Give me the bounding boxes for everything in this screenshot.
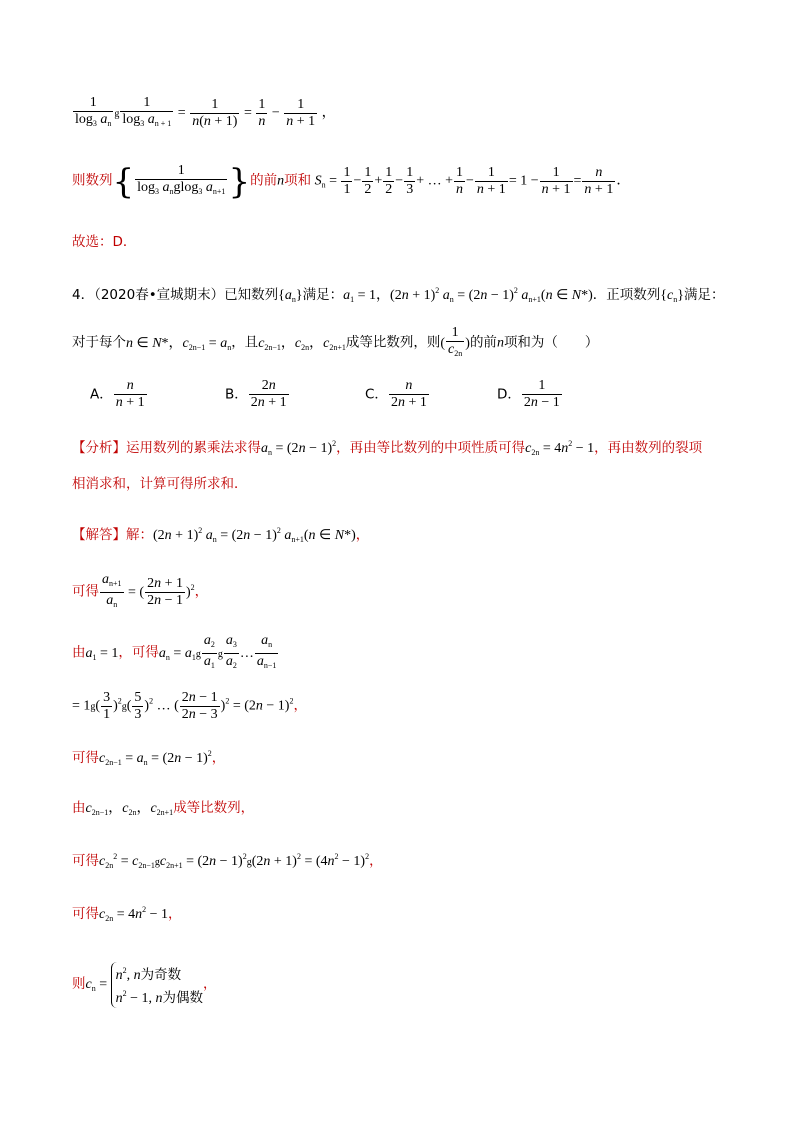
analysis-line-1: 【分析】运用数列的累乘法求得$a_n = (2n - 1)^2$，再由等比数列的中项性质可得$c_{2n} = 4n^2 - 1$，再由数列的裂项 (72, 439, 703, 457)
text-fragment: 项和为（ ） (503, 334, 599, 351)
sum-label: 的前 (250, 172, 278, 189)
text-fragment: 运用数列的累乘法求得 (126, 440, 261, 456)
text-fragment: 可得 (72, 583, 99, 600)
text-fragment: 满足： (302, 287, 344, 303)
choice-label: A． (90, 386, 113, 403)
solution-line-1: 【解答】解：$(2n + 1)^2$ $a_n = (2n - 1)^2$ $a_{n+1}(n$ ∈ N*)， (72, 526, 370, 544)
text-fragment: 可得 (72, 853, 99, 869)
solution-line-2: 可得 $\frac{a_{n+1}}{a_n}$ = ( $\frac{2n + 1}{2n - 1}$ )$^2$， (72, 572, 209, 609)
text-fragment: 可得 (72, 906, 99, 922)
text-fragment: ，可得 (118, 644, 159, 661)
fraction: $\frac{1}{\log_3 a_nglog_3 a_{n+1}}$ (137, 163, 226, 196)
answer-line: 故选：D． (72, 234, 137, 250)
choice-d[interactable]: D． $\frac{1}{2n - 1}$ (497, 378, 560, 410)
choice-c[interactable]: C． $\frac{n}{2n + 1}$ (365, 378, 427, 410)
fraction: $\frac{1}{n(n + 1)}$ (192, 97, 238, 129)
question-4-line-2: 对于每个n ∈ N*，$c_{2n-1} = a_n$，且$c_{2n-1}$，$c_{2n}$，$c_{2n+1}$成等比数列，则( $\frac{1}{c_{2n}}$ )的前n项和为（ ） (72, 325, 599, 358)
choice-a[interactable]: A． $\frac{n}{n + 1}$ (90, 378, 145, 410)
text-fragment: ，且 (231, 334, 259, 351)
solution-line-3: 由$a_1 = 1$，可得$a_n = a_1g$ $\frac{a_2}{a_1}$ g $\frac{a_3}{a_2}$ … $\frac{a_n}{a_{n-1}}$ (72, 633, 277, 670)
n-var: n (277, 173, 285, 189)
then-sequence-label: 则数列 (72, 172, 113, 189)
text-fragment: 的前 (469, 334, 497, 351)
solution-line-5: 可得$c_{2n-1} = a_n = (2n - 1)^2$， (72, 749, 226, 767)
text-fragment: 成等比数列， (173, 800, 255, 816)
text-fragment: 满足： (683, 287, 725, 303)
even-label: 为偶数 (162, 990, 204, 1006)
text-fragment: 成等比数列，则 (345, 334, 441, 351)
text-fragment: ，再由等比数列的中项性质可得 (336, 440, 526, 456)
solution-line-7: 可得$c_{2n}^2 = c_{2n-1}gc_{2n+1} = (2n - 1)^2g(2n + 1)^2 = (4n^2 - 1)^2$， (72, 852, 383, 870)
text-fragment: 对于每个 (72, 334, 126, 351)
odd-label: 为奇数 (140, 967, 182, 983)
fraction: $\frac{1}{n}$ (258, 97, 266, 129)
question-header: 4．（2020春•宣城期末）已知数列 (72, 287, 279, 303)
formula-line-1: $\frac{1}{\log_3 a_n}$ g $\frac{1}{\log_3 a_{n + 1}}$ = $\frac{1}{n(n + 1)}$ = $\frac{1}{n}$ − $\frac{1}{n + 1}$ ， (72, 95, 336, 132)
solution-line-8: 可得$c_{2n} = 4n^2 - 1$， (72, 905, 182, 923)
question-4-line-1: 4．（2020春•宣城期末）已知数列$\{a_n\}$满足：$a_1 = 1$，$(2n + 1)^2$ $a_n = (2n - 1)^2$ $a_{n+1}(n$ ∈ N*)．正项数列$\{c_n\}$满足： (72, 286, 725, 304)
solution-line-9: 则$c_n$ = $n^2$, n为奇数 $n^2 - 1$, n为偶数 ， (72, 962, 217, 1008)
choice-label: B． (225, 386, 248, 403)
text-fragment: ．正项数列 (592, 287, 661, 303)
choice-label: D． (497, 386, 521, 403)
fraction: $\frac{1}{\log_3 a_n}$ (75, 95, 112, 128)
formula-line-sum: 则数列{ $\frac{1}{\log_3 a_nglog_3 a_{n+1}}$ }的前n项和 $S_n$ = $\frac{1}{1}$ − $\frac{1}{2}$ + $\frac{1}{2}$ − $\frac{1}{3}$ + … + $\frac{1}{n}$ − $\frac{1}{n + 1}$ = 1 − $\frac{1}{n + 1}$ = $\frac{n}{n + 1}$ ． (72, 161, 631, 202)
solution-tag: 【解答】 (72, 527, 126, 543)
text-fragment: 由 (72, 644, 86, 661)
text-fragment: 解： (126, 527, 153, 543)
text-fragment: 由 (72, 800, 86, 816)
text-fragment: ，再由数列的裂项 (594, 440, 703, 456)
fraction: $\frac{1}{\log_3 a_{n + 1}}$ (122, 95, 172, 128)
solution-line-6: 由$c_{2n-1}$，$c_{2n}$，$c_{2n+1}$成等比数列， (72, 800, 255, 817)
analysis-line-2: 相消求和，计算可得所求和． (72, 476, 248, 492)
text-fragment: 则 (72, 976, 86, 993)
text-fragment: 可得 (72, 750, 99, 766)
choice-label: C． (365, 386, 388, 403)
piecewise-cases: $n^2$, n为奇数 $n^2 - 1$, n为偶数 (111, 962, 203, 1008)
choice-b[interactable]: B． $\frac{2n}{2n + 1}$ (225, 378, 287, 410)
fraction: $\frac{1}{n + 1}$ (286, 97, 316, 129)
solution-line-4: = 1g( $\frac{3}{1}$ )$^2$g( $\frac{5}{3}$ )$^2$ … ( $\frac{2n - 1}{2n - 3}$ )$^2 = (2n - 1)^2$， (72, 690, 307, 722)
analysis-tag: 【分析】 (72, 440, 126, 456)
sum-tail-label: 项和 (284, 172, 312, 189)
